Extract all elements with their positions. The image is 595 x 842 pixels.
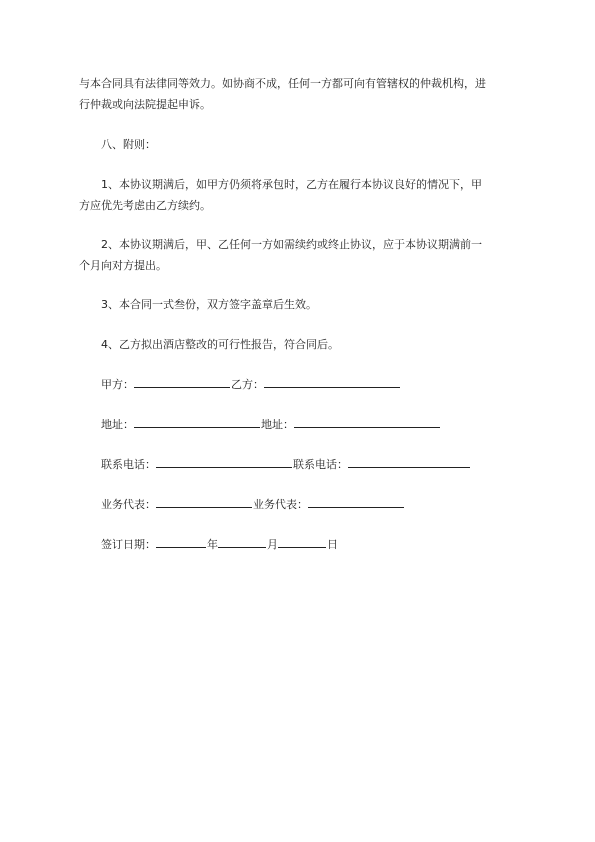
signature-parties-row — [101, 374, 401, 395]
signature-date-row — [101, 534, 338, 555]
signature-representative-row — [101, 494, 405, 515]
year-label: 年 — [207, 538, 218, 551]
signature-address-row — [101, 414, 441, 435]
party-a-blank[interactable] — [134, 375, 230, 388]
clause-2 — [79, 234, 525, 276]
section-8-heading: 八、附则： — [101, 138, 156, 151]
paragraph-line: 与本合同具有法律同等效力。如协商不成，任何一方都可向有管辖权的仲裁机构，进 — [79, 77, 486, 90]
clause-3 — [79, 294, 525, 315]
address-b-label: 地址： — [261, 418, 294, 431]
year-blank[interactable] — [156, 535, 206, 548]
address-b-blank[interactable] — [294, 415, 440, 428]
day-blank[interactable] — [278, 535, 326, 548]
clause-line: 1、本协议期满后，如甲方仍须将承包时，乙方在履行本协议良好的情况下，甲 — [101, 178, 482, 191]
rep-a-blank[interactable] — [156, 495, 252, 508]
rep-b-blank[interactable] — [308, 495, 404, 508]
rep-b-label: 业务代表： — [253, 498, 308, 511]
party-b-blank[interactable] — [264, 375, 400, 388]
clause-line: 4、乙方拟出酒店整改的可行性报告，符合同后。 — [101, 338, 339, 351]
address-a-label: 地址： — [101, 418, 134, 431]
date-label: 签订日期： — [101, 538, 156, 551]
signature-phone-row — [101, 454, 471, 475]
phone-a-blank[interactable] — [156, 455, 292, 468]
clause-4 — [79, 334, 525, 355]
clause-line: 个月向对方提出。 — [79, 259, 167, 272]
party-a-label: 甲方： — [101, 378, 134, 391]
clause-line: 方应优先考虑由乙方续约。 — [79, 199, 211, 212]
paragraph-line: 行仲裁或向法院提起申诉。 — [79, 98, 211, 111]
arbitration-paragraph — [79, 73, 525, 115]
section-heading — [79, 134, 525, 155]
clause-1 — [79, 174, 525, 216]
rep-a-label: 业务代表： — [101, 498, 156, 511]
phone-b-blank[interactable] — [348, 455, 470, 468]
party-b-label: 乙方： — [231, 378, 264, 391]
month-blank[interactable] — [218, 535, 266, 548]
month-label: 月 — [267, 538, 278, 551]
day-label: 日 — [327, 538, 338, 551]
phone-a-label: 联系电话： — [101, 458, 156, 471]
phone-b-label: 联系电话： — [293, 458, 348, 471]
clause-line: 2、本协议期满后，甲、乙任何一方如需续约或终止协议，应于本协议期满前一 — [101, 238, 482, 251]
address-a-blank[interactable] — [134, 415, 260, 428]
clause-line: 3、本合同一式叁份，双方签字盖章后生效。 — [101, 298, 317, 311]
